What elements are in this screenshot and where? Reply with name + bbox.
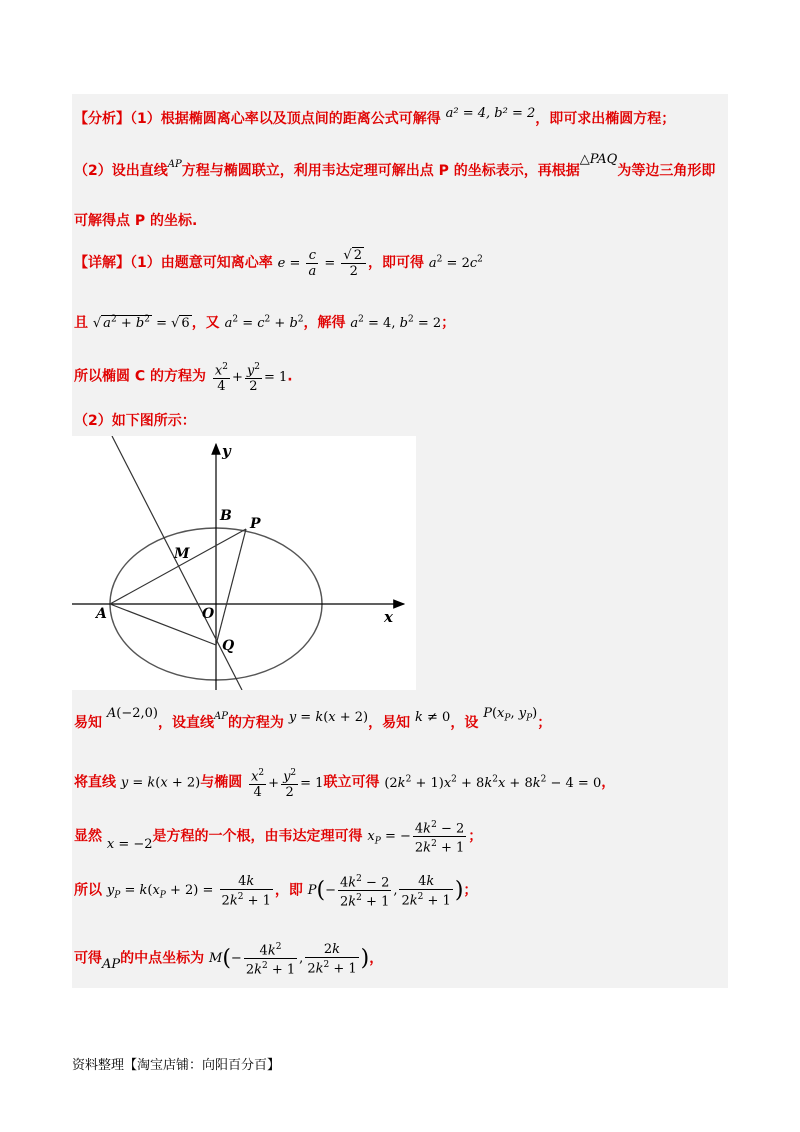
analysis-line-2: （2）设出直线$^{AP}$方程与椭圆联立，利用韦达定理可解出点 P 的坐标表示，再根据△PAQ为等边三角形即 [74, 152, 716, 179]
solution-line-1: 易知 A(−2,0)，设直线$^{AP}$的方程为 y = k(x + 2)，易知 k ≠ 0，设 $P(x_P$, $y_P$)； [74, 706, 552, 731]
label-p: P [250, 516, 261, 532]
line-equation: y = k(x + 2) [288, 710, 369, 725]
label-m: M [174, 546, 190, 562]
label-b: B [220, 508, 232, 524]
solution-line-5: 可得AP的中点坐标为 M(− $\frac{4k^2}{2k^2 + 1}$ , $\frac{2k}{2k^2 + 1}$ )， [74, 941, 384, 978]
line-equation-2: y = k(x + 2) [120, 775, 201, 791]
segment-ap [110, 529, 246, 604]
detail-line-3: 所以椭圆 C 的方程为 $\frac{x^2}{4}$ + $\frac{y^2}{2}$ = 1. [74, 362, 293, 395]
analysis-tag: 【分析】 [74, 111, 130, 127]
label-y: y [222, 442, 231, 460]
triangle-paq: △PAQ [579, 152, 618, 167]
label-x: x [384, 608, 393, 626]
math-a-b: a² = 4, b² = 2 [445, 106, 536, 121]
detail-tag: 【详解】 [74, 255, 130, 271]
eccentricity-formula: e = $\frac{c}{a}$ = $\frac{√ 2}{2}$ [278, 256, 368, 271]
ellipse-figure [72, 436, 416, 690]
quadratic-equation: $(2k^2 + 1)x^2 + 8k^2x + 8k^2 - 4 = 0$ [384, 774, 602, 791]
xp-formula: $x_P$ = − $\frac{4k^2 - 2}{2k^2 + 1}$ [367, 820, 465, 856]
root-x-neg2: x = −2 [106, 837, 153, 853]
detail-line-4: （2）如下图所示： [74, 413, 196, 429]
ellipse-equation-2: $\frac{x^2}{4}$ + $\frac{y^2}{2}$ = 1 [251, 768, 324, 801]
segment-aq [110, 604, 216, 645]
point-a-coord: A(−2,0) [106, 706, 158, 721]
segment-pq [216, 529, 246, 645]
point-p-coord: $P(x_P$, $y_P$) [483, 706, 538, 724]
solution-line-3: 显然 x = −2是方程的一个根，由韦达定理可得 $x_P$ = − $\frac{4k^2 - 2}{2k^2 + 1}$ ； [74, 820, 483, 856]
k-neq-0: k ≠ 0 [415, 710, 451, 725]
detail-line-2: 且 √ $a^2 + b^2$ = √ 6 ，又 $a^2 = c^2 + b^2$，解得 $a^2 = 4$, $b^2 = 2$； [74, 314, 456, 331]
analysis-line-3: 可解得点 P 的坐标. [74, 213, 198, 229]
ap-label-2: AP [102, 957, 121, 973]
m-coordinates: M(− $\frac{4k^2}{2k^2 + 1}$ , $\frac{2k}{2k^2 + 1}$ ) [209, 941, 370, 978]
label-o: O [202, 606, 215, 622]
label-q: Q [222, 638, 235, 654]
p-coordinates: P(− $\frac{4k^2 - 2}{2k^2 + 1}$ , $\frac{4k}{2k^2 + 1}$ ) [307, 873, 464, 910]
ap-label-1: AP [213, 711, 228, 722]
sqrt-ab-formula: √ $a^2 + b^2$ = √ 6 [92, 314, 190, 331]
footer-text: 资料整理【淘宝店铺：向阳百分百】 [72, 1058, 281, 1073]
yp-formula: $y_P = k(x_P + 2)$ = $\frac{4k}{2k^2 + 1}$ [106, 873, 271, 908]
a2-eq-c2-b2: $a^2 = c^2 + b^2$ [224, 314, 304, 331]
label-a: A [96, 606, 107, 622]
solution-line-2: 将直线 y = k(x + 2)与椭圆 $\frac{x^2}{4}$ + $\frac{y^2}{2}$ = 1联立可得 $(2k^2 + 1)x^2 + 8k^2x + 8k^2 - 4 = 0$， [74, 768, 616, 801]
solution-line-4: 所以 $y_P = k(x_P + 2)$ = $\frac{4k}{2k^2 + 1}$ ，即 P(− $\frac{4k^2 - 2}{2k^2 + 1}$ , $\frac{4k}{2k^2 + 1}$ )； [74, 873, 478, 910]
analysis-line-1: 【分析】（1）根据椭圆离心率以及顶点间的距离公式可解得 a² = 4, b² = 2，即可求出椭圆方程； [74, 106, 676, 127]
a2-eq-2c2: $a^2 = 2c^2$ [428, 254, 483, 271]
a2-b2-values: $a^2 = 4$, $b^2 = 2$ [350, 314, 442, 331]
ellipse-equation: $\frac{x^2}{4}$ + $\frac{y^2}{2}$ = 1 [214, 362, 288, 395]
detail-line-1: 【详解】（1）由题意可知离心率 e = $\frac{c}{a}$ = $\frac{√ 2}{2}$ ，即可得 $a^2 = 2c^2$ [74, 248, 483, 279]
ellipse-diagram [72, 436, 416, 690]
